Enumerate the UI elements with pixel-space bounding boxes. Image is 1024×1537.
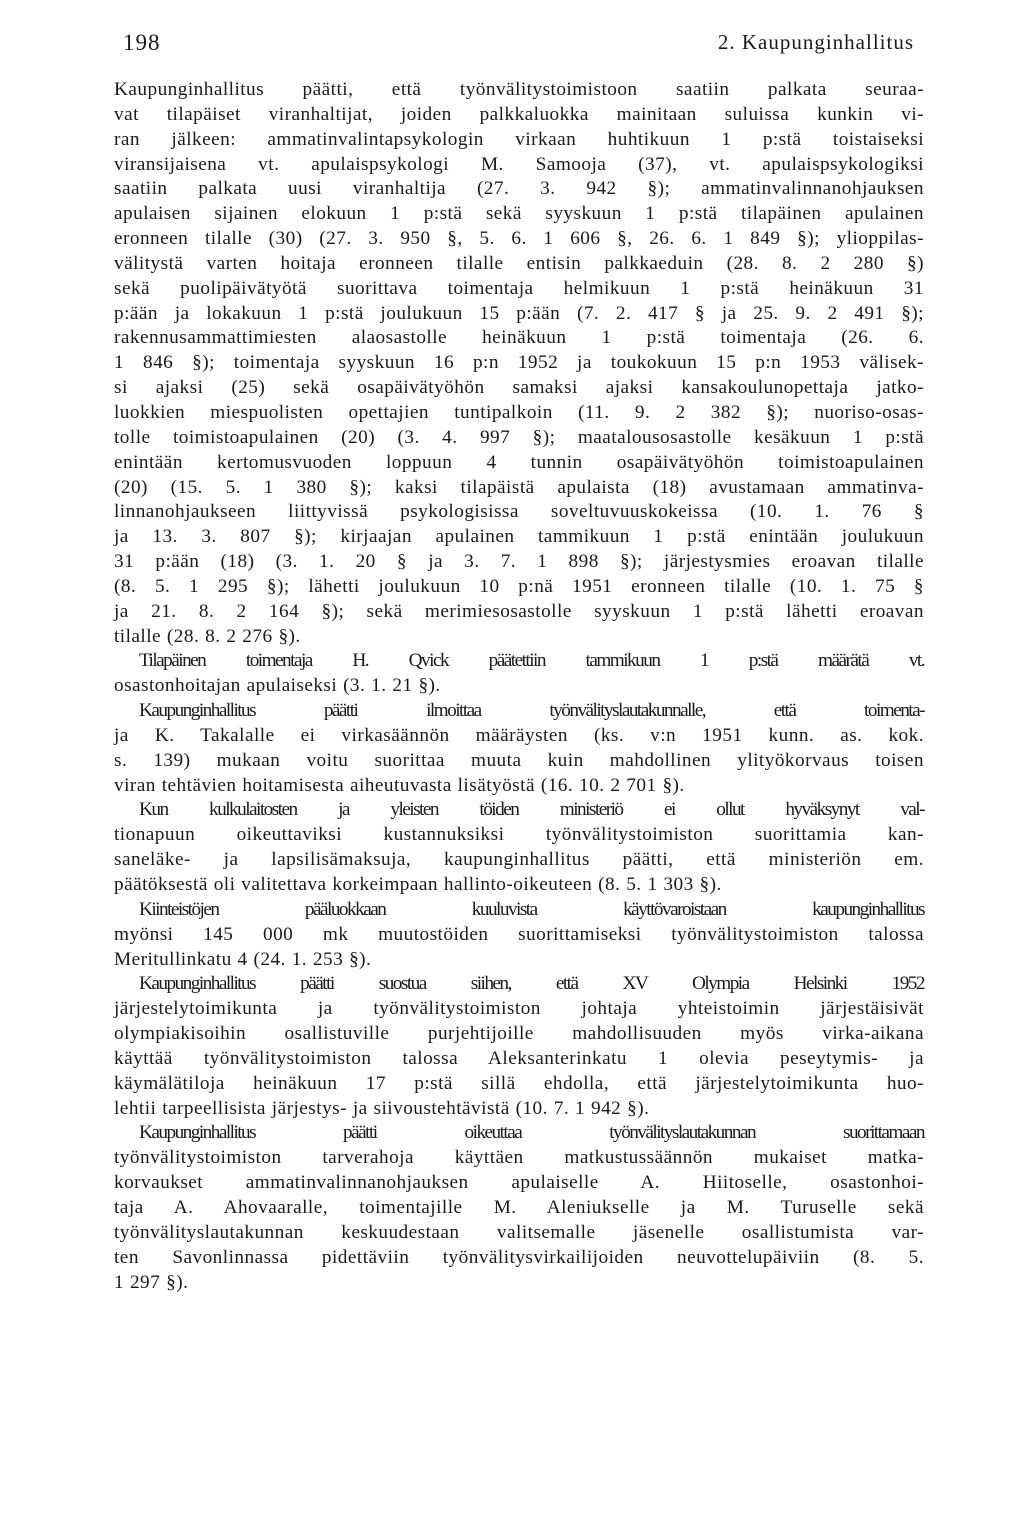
- text-line: Kun kulkulaitosten ja yleisten töiden ministeriö ei ollut hyväksynyt val-: [139, 799, 924, 821]
- text-line: työnvälityslautakunnan keskuudestaan valitsemalle jäsenelle osallistumista var-: [114, 1221, 924, 1243]
- paragraph: [114, 898, 924, 973]
- text-line: ja 21. 8. 2 164 §); sekä merimiesosastolle syyskuun 1 p:stä lähetti eroavan: [114, 600, 924, 622]
- text-line: korvaukset ammatinvalinnanohjauksen apulaiselle A. Hiitoselle, osastonhoi-: [114, 1172, 924, 1194]
- text-line: enintään kertomusvuoden loppuun 4 tunnin osapäivätyöhön toimistoapulainen: [114, 451, 924, 473]
- paragraph: [114, 1121, 924, 1295]
- text-line: Meritullinkatu 4 (24. 1. 253 §).: [114, 948, 372, 970]
- text-line: ran jälkeen: ammatinvalintapsykologin virkaan huhtikuun 1 p:stä toistaiseksi: [114, 128, 924, 150]
- text-line: viransijaisena vt. apulaispsykologi M. Samooja (37), vt. apulaispsykologiksi: [114, 153, 924, 175]
- paragraph: [114, 972, 924, 1121]
- text-line: Kaupunginhallitus päätti oikeuttaa työnvälityslautakunnan suorittamaan: [139, 1122, 924, 1144]
- text-line: työnvälitystoimiston tarverahoja käyttäen matkustussäännön mukaiset matka-: [114, 1147, 924, 1169]
- text-line: taja A. Ahovaaralle, toimentajille M. Aleniukselle ja M. Turuselle sekä: [114, 1196, 924, 1218]
- text-line: rakennusammattimiesten alaosastolle heinäkuun 1 p:stä toimentaja (26. 6.: [114, 327, 924, 349]
- text-line: Kaupunginhallitus päätti ilmoittaa työnvälityslautakunnalle, että toimenta-: [139, 700, 924, 722]
- text-line: päätöksestä oli valitettava korkeimpaan hallinto-oikeuteen (8. 5. 1 303 §).: [114, 874, 722, 895]
- text-line: myönsi 145 000 mk muutostöiden suorittamiseksi työnvälitystoimiston talossa: [114, 923, 924, 945]
- text-line: Kaupunginhallitus päätti suostua siihen, että XV Olympia Helsinki 1952: [139, 973, 924, 995]
- text-line: ja 13. 3. 807 §); kirjaajan apulainen tammikuun 1 p:stä enintään joulukuun: [114, 526, 924, 548]
- text-line: linnanohjaukseen liittyvissä psykologisissa soveltuvuuskokeissa (10. 1. 76 §: [114, 501, 924, 523]
- text-line: ja K. Takalalle ei virkasäännön määräysten (ks. v:n 1951 kunn. as. kok.: [114, 724, 924, 746]
- text-line: saneläke- ja lapsilisämaksuja, kaupunginhallitus päätti, että ministeriön em.: [114, 849, 924, 871]
- text-line: Kiinteistöjen pääluokkaan kuuluvista käyttövaroistaan kaupunginhallitus: [139, 898, 924, 920]
- paragraph: [114, 649, 924, 699]
- text-line: välitystä varten hoitaja eronneen tilalle entisin palkkaeduin (28. 8. 2 280 §): [114, 252, 924, 274]
- text-line: (20) (15. 5. 1 380 §); kaksi tilapäistä apulaista (18) avustamaan ammatinva-: [114, 476, 924, 498]
- text-line: eronneen tilalle (30) (27. 3. 950 §, 5. 6. 1 606 §, 26. 6. 1 849 §); ylioppilas-: [114, 228, 924, 250]
- text-line: 1 297 §).: [114, 1271, 189, 1293]
- text-line: käymälätiloja heinäkuun 17 p:stä sillä ehdolla, että järjestelytoimikunta huo-: [114, 1072, 924, 1094]
- body-text: [114, 78, 924, 1295]
- text-line: luokkien miespuolisten opettajien tuntipalkoin (11. 9. 2 382 §); nuoriso-osas-: [114, 401, 924, 423]
- text-line: p:ään ja lokakuun 1 p:stä joulukuun 15 p:ään (7. 2. 417 § ja 25. 9. 2 491 §);: [114, 302, 924, 324]
- text-line: osastonhoitajan apulaiseksi (3. 1. 21 §).: [114, 675, 441, 697]
- text-line: Tilapäinen toimentaja H. Qvick päätettiin tammikuun 1 p:stä määrätä vt.: [139, 650, 924, 672]
- text-line: si ajaksi (25) sekä osapäivätyöhön samaksi ajaksi kansakoulunopettaja jatko-: [114, 377, 924, 399]
- text-line: järjestelytoimikunta ja työnvälitystoimiston johtaja yhteistoimin järjestäisivät: [114, 998, 924, 1020]
- text-line: käyttää työnvälitystoimiston talossa Aleksanterinkatu 1 olevia peseytymis- ja: [114, 1047, 924, 1069]
- text-line: tolle toimistoapulainen (20) (3. 4. 997 §); maatalousosastolle kesäkuun 1 p:stä: [114, 426, 924, 448]
- text-line: vat tilapäiset viranhaltijat, joiden palkkaluokka mainitaan suluissa kunkin vi-: [114, 103, 924, 125]
- text-line: ten Savonlinnassa pidettäviin työnvälitysvirkailijoiden neuvottelupäiviin (8. 5.: [114, 1246, 924, 1268]
- paragraph: [114, 798, 924, 897]
- text-line: apulaisen sijainen elokuun 1 p:stä sekä syyskuun 1 p:stä tilapäinen apulainen: [114, 203, 924, 225]
- text-line: (8. 5. 1 295 §); lähetti joulukuun 10 p:nä 1951 eronneen tilalle (10. 1. 75 §: [114, 575, 924, 597]
- text-line: tionapuun oikeuttaviksi kustannuksiksi työnvälitystoimiston suorittamia kan-: [114, 824, 924, 846]
- page-number: 198: [123, 30, 161, 55]
- text-line: olympiakisoihin osallistuville purjehtijoille mahdollisuuden myös virka-aikana: [114, 1023, 924, 1045]
- paragraph: [114, 699, 924, 798]
- text-line: Kaupunginhallitus päätti, että työnvälitystoimistoon saatiin palkata seuraa-: [114, 79, 924, 100]
- text-line: saatiin palkata uusi viranhaltija (27. 3. 942 §); ammatinvalinnanohjauksen: [114, 178, 924, 200]
- text-line: 31 p:ään (18) (3. 1. 20 § ja 3. 7. 1 898 §); järjestysmies eroavan tilalle: [114, 551, 924, 573]
- text-line: s. 139) mukaan voitu suorittaa muuta kuin mahdollinen ylityökorvaus toisen: [114, 749, 924, 771]
- paragraph: [114, 78, 924, 649]
- running-head: 2. Kaupunginhallitus: [717, 30, 914, 54]
- text-line: 1 846 §); toimentaja syyskuun 16 p:n 1952 ja toukokuun 15 p:n 1953 välisek-: [114, 352, 924, 374]
- text-line: lehtii tarpeellisista järjestys- ja siivoustehtävistä (10. 7. 1 942 §).: [114, 1097, 650, 1119]
- text-line: tilalle (28. 8. 2 276 §).: [114, 625, 301, 647]
- text-line: viran tehtävien hoitamisesta aiheutuvasta lisätyöstä (16. 10. 2 701 §).: [114, 774, 685, 796]
- text-line: sekä puolipäivätyötä suorittava toimentaja helmikuun 1 p:stä heinäkuun 31: [114, 277, 924, 299]
